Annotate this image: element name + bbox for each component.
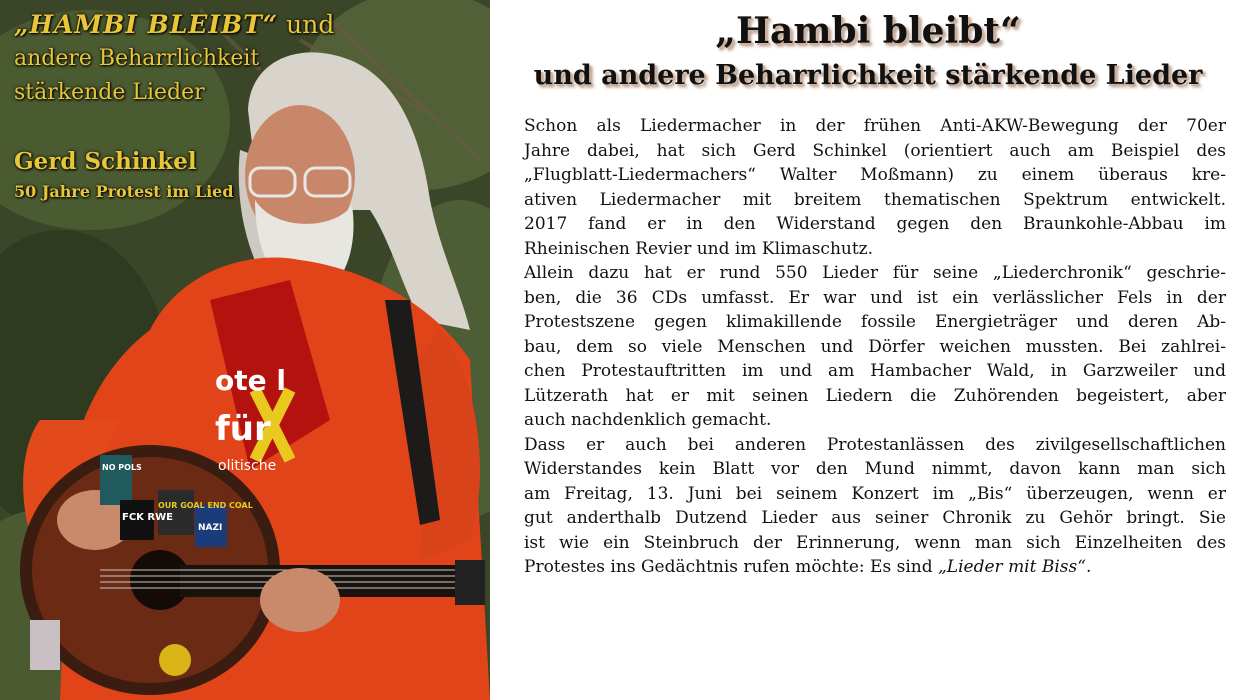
article-line: Schon als Liedermacher in der frühen Anti-AKW-Bewegung der 70er <box>524 116 1226 136</box>
article-line: auch nachdenklich gemacht. <box>524 410 772 430</box>
article <box>500 0 1236 700</box>
article-line: Dass er auch bei anderen Protestanlässen des zivilgesellschaftlichen <box>524 434 1226 455</box>
article-line: gut anderthalb Dutzend Lieder aus seiner Chronik zu Gehör bringt. Sie <box>524 508 1226 528</box>
shirt-text-2: für <box>215 409 271 449</box>
singer-illustration <box>0 0 490 700</box>
cover-photo <box>0 0 490 700</box>
article-line: „Flugblatt-Liedermachers“ Walter Moßmann) zu einem überaus kre- <box>524 165 1226 185</box>
shirt-text-1: ote l <box>215 364 286 397</box>
article-line: Rheinischen Revier und im Klimaschutz. <box>524 238 874 259</box>
article-body <box>524 114 1226 580</box>
article-subtitle: und andere Beharrlichkeit stärkende Lieder <box>533 60 1203 91</box>
article-line: ativen Liedermacher mit breitem thematischen Spektrum entwickelt. <box>524 189 1226 210</box>
article-title: „Hambi bleibt“ <box>715 10 1021 52</box>
last-line-italic: „Lieder mit Biss“ <box>938 557 1086 577</box>
article-line: Lützerath hat er mit seinen Liedern die Zuhörenden begeistert, aber <box>524 385 1226 406</box>
article-line: am Freitag, 13. Juni bei seinem Konzert im „Bis“ überzeugen, wenn er <box>524 483 1226 504</box>
article-line: bau, dem so viele Menschen und Dörfer weichen mussten. Bei zahlrei- <box>524 336 1226 357</box>
cover-title-line-3: stärkende Lieder <box>14 80 205 105</box>
sticker-fck-rwe: FCK RWE <box>122 512 173 523</box>
sticker-end-coal: OUR GOAL END COAL <box>158 501 253 510</box>
shirt-text-3: olitische <box>218 458 277 474</box>
article-line: 2017 fand er in den Widerstand gegen den Braunkohle-Abbau im <box>524 214 1226 234</box>
article-line: Jahre dabei, hat sich Gerd Schinkel (orientiert auch am Beispiel des <box>524 140 1226 161</box>
cover-artist-name: Gerd Schinkel <box>14 148 197 175</box>
article-line: Protestszene gegen klimakillende fossile Energieträger und deren Ab- <box>524 312 1226 332</box>
article-line: chen Protestauftritten im und am Hambacher Wald, in Garzweiler und <box>524 361 1226 381</box>
cover-title-italic: „HAMBI BLEIBT“ <box>14 10 279 39</box>
last-line-suffix: . <box>1085 557 1092 577</box>
article-line: Allein dazu hat er rund 550 Lieder für seine „Liederchronik“ geschrie- <box>524 263 1226 283</box>
cover-title-line-1 <box>14 10 334 39</box>
article-line: ist wie ein Steinbruch der Erinnerung, wenn man sich Einzelheiten des <box>524 532 1226 553</box>
cover-title-line-2: andere Beharrlichkeit <box>14 46 260 71</box>
article-last-line <box>524 555 1226 580</box>
article-line: Widerstandes kein Blatt vor den Mund nimmt, davon kann man sich <box>524 459 1226 479</box>
article-line: ben, die 36 CDs umfasst. Er war und ist ein verlässlicher Fels in der <box>524 287 1226 308</box>
sticker-no-pols-text: NO POLS <box>102 463 142 472</box>
sticker-nazi: NAZI <box>198 523 223 533</box>
cover-subline: 50 Jahre Protest im Lied <box>14 182 234 201</box>
cover-title-rest: und <box>278 10 335 39</box>
last-line-prefix: Protestes ins Gedächtnis rufen möchte: Es sind <box>524 557 938 577</box>
